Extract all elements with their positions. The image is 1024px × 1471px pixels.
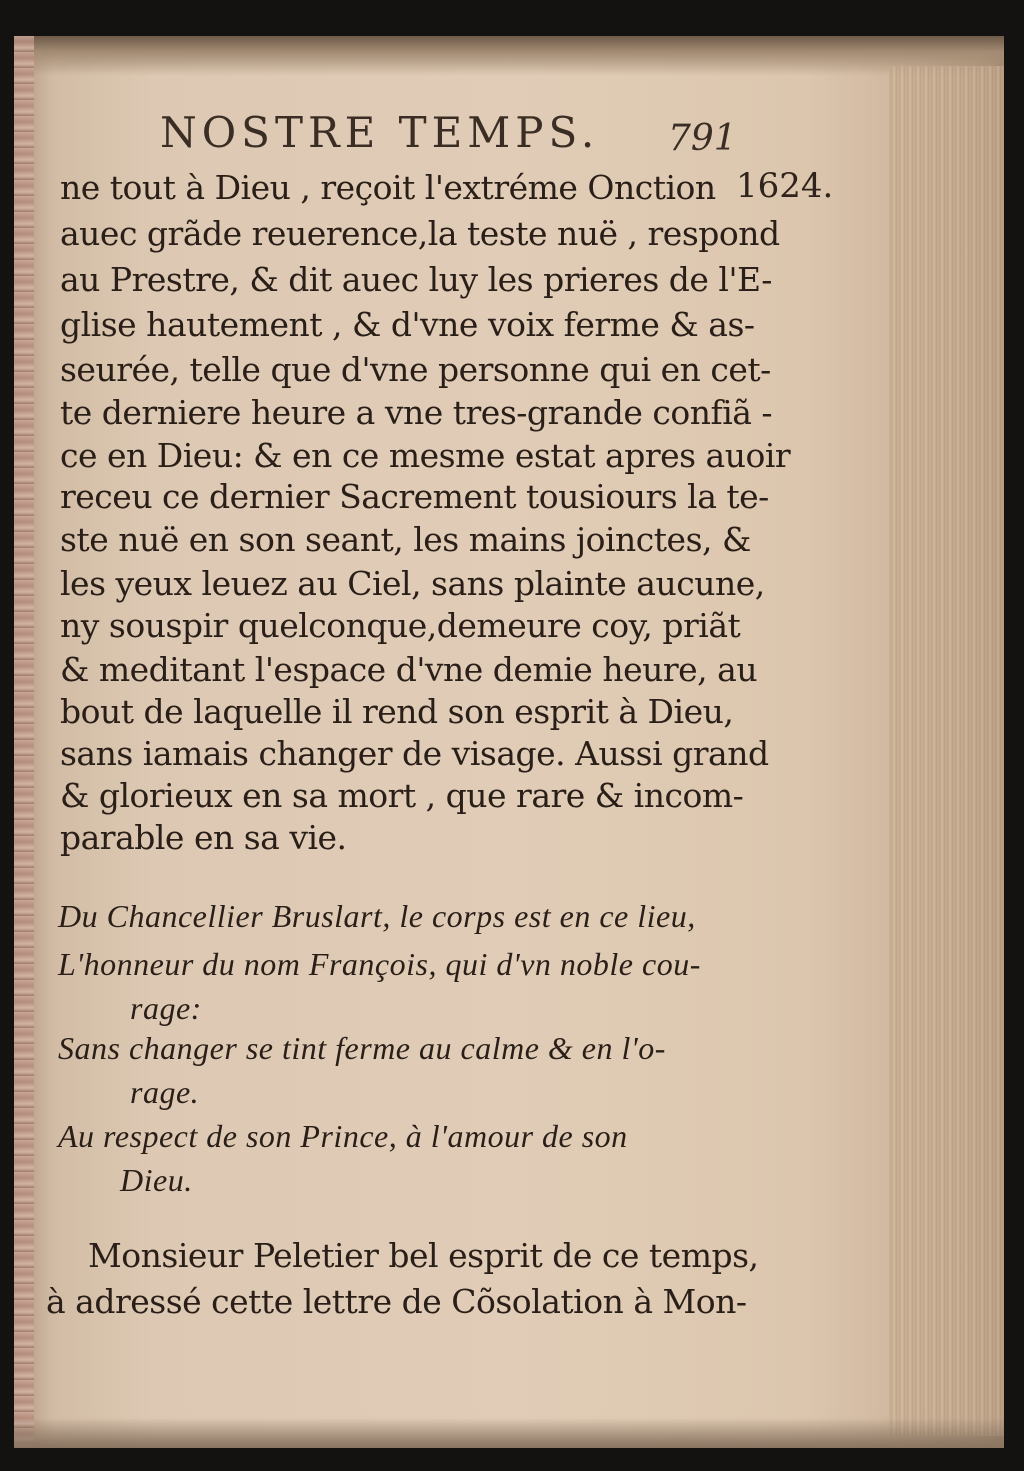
- body-line: receu ce dernier Sacrement tousiours la te-: [60, 477, 769, 516]
- body-line: bout de laquelle il rend son esprit à Dieu,: [60, 692, 734, 731]
- body-line: parable en sa vie.: [60, 818, 347, 857]
- body-line: au Prestre, & dit auec luy les prieres de l'E-: [60, 260, 772, 299]
- body-line: & glorieux en sa mort , que rare & incom-: [60, 776, 744, 815]
- page-number: 791: [668, 118, 737, 159]
- body-line: ny souspir quelconque,demeure coy, priãt: [60, 606, 741, 645]
- epitaph-line: Au respect de son Prince, à l'amour de son: [58, 1118, 628, 1154]
- fore-edge-pages: [889, 66, 1004, 1436]
- body-line: sans iamais changer de visage. Aussi grand: [60, 734, 769, 773]
- epitaph-line: Sans changer se tint ferme au calme & en l'o-: [58, 1030, 666, 1066]
- epitaph-line: rage:: [130, 990, 202, 1026]
- epitaph-line: Du Chancellier Bruslart, le corps est en ce lieu,: [58, 898, 696, 934]
- running-header: NOSTRE TEMPS.: [160, 108, 600, 157]
- body-line: ne tout à Dieu , reçoit l'extréme Onction: [60, 168, 716, 207]
- body-line: & meditant l'espace d'vne demie heure, au: [60, 650, 758, 689]
- epitaph-line: Dieu.: [120, 1162, 193, 1198]
- binding-edge: [14, 36, 34, 1448]
- closing-line: Monsieur Peletier bel esprit de ce temps,: [88, 1236, 759, 1275]
- body-line: auec grãde reuerence,la teste nuë , respond: [60, 214, 780, 253]
- margin-year: 1624.: [736, 166, 834, 206]
- body-line: te derniere heure a vne tres-grande confiã -: [60, 393, 773, 432]
- epitaph-line: L'honneur du nom François, qui d'vn noble cou-: [58, 946, 701, 982]
- body-line: ste nuë en son seant, les mains joinctes, &: [60, 520, 751, 559]
- body-line: glise hautement , & d'vne voix ferme & as-: [60, 305, 755, 344]
- body-line: seurée, telle que d'vne personne qui en cet-: [60, 350, 771, 389]
- epitaph-line: rage.: [130, 1074, 200, 1110]
- page-bottom-edge: [14, 1418, 1004, 1448]
- closing-line: à adressé cette lettre de Cõsolation à Mon-: [46, 1282, 747, 1321]
- body-line: ce en Dieu: & en ce mesme estat apres auoir: [60, 436, 791, 475]
- body-line: les yeux leuez au Ciel, sans plainte aucune,: [60, 564, 765, 603]
- page-top-edge: [14, 36, 1004, 76]
